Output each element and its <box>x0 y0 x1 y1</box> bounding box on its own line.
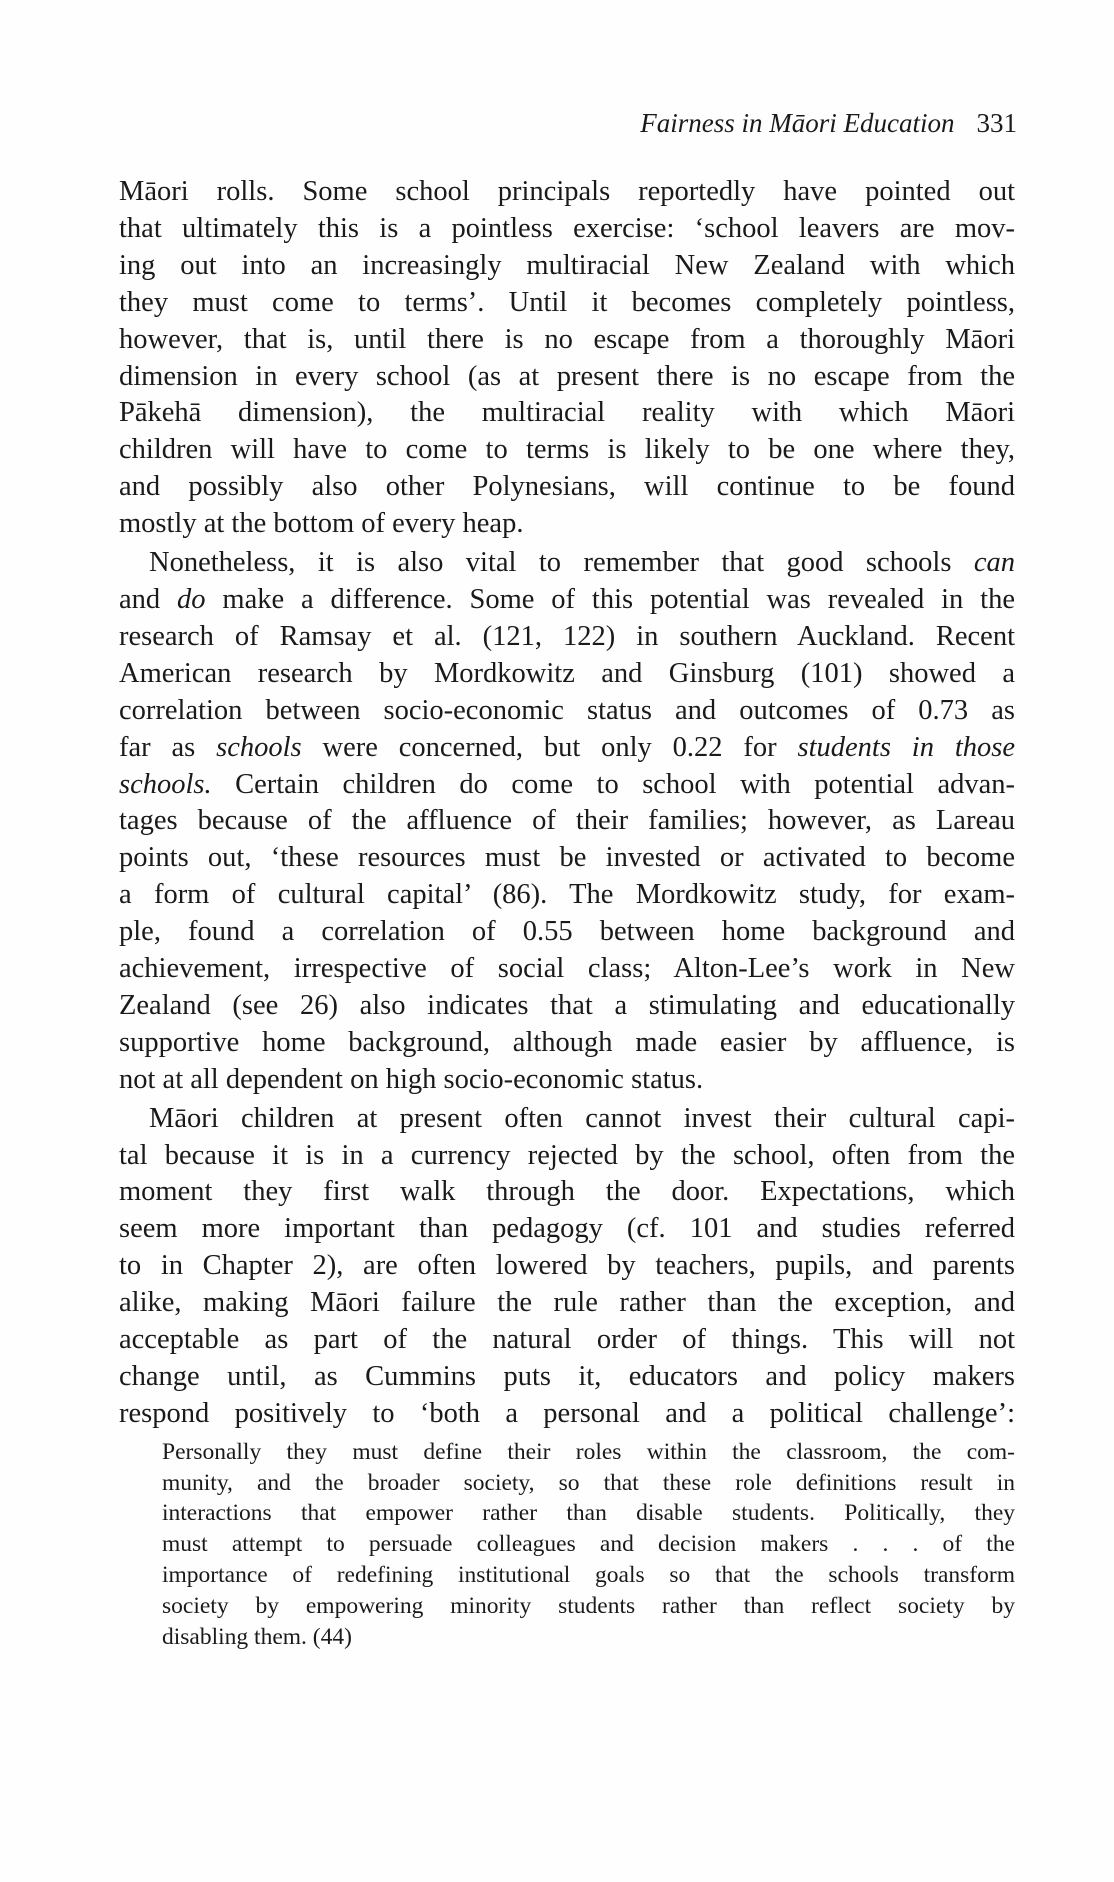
text-line: seem more important than pedagogy (cf. 101 and studies referred <box>119 1213 1015 1245</box>
text-line: American research by Mordkowitz and Ginsburg (101) showed a <box>119 657 1015 689</box>
text-line: children will have to come to terms is likely to be one where they, <box>119 434 1015 466</box>
body-text <box>119 174 1015 1652</box>
text-line: not at all dependent on high socio-economic status. <box>119 1063 704 1095</box>
quote-line: disabling them. (44) <box>162 1623 352 1650</box>
text-line: tal because it is in a currency rejected by the school, often from the <box>119 1139 1015 1171</box>
text-line: Māori children at present often cannot invest their cultural capi- <box>149 1102 1015 1134</box>
quote-line: interactions that empower rather than disable students. Politically, they <box>162 1500 1015 1527</box>
text-line: they must come to terms’. Until it becomes completely pointless, <box>119 286 1015 318</box>
text-line: ple, found a correlation of 0.55 between home background and <box>119 916 1015 948</box>
text-line: alike, making Māori failure the rule rather than the exception, and <box>119 1287 1015 1319</box>
text-line: and do make a difference. Some of this potential was revealed in the <box>119 583 1015 615</box>
text-line: tages because of the affluence of their families; however, as Lareau <box>119 805 1015 837</box>
text-line: acceptable as part of the natural order of things. This will not <box>119 1324 1015 1356</box>
paragraph <box>119 1101 1015 1433</box>
quote-line: Personally they must define their roles within the classroom, the com- <box>162 1438 1015 1465</box>
quote-line: importance of redefining institutional goals so that the schools transform <box>162 1562 1015 1588</box>
text-line: Nonetheless, it is also vital to remember that good schools can <box>149 547 1015 579</box>
text-line: dimension in every school (as at present there is no escape from the <box>119 360 1015 392</box>
text-line: and possibly also other Polynesians, will continue to be found <box>119 471 1015 503</box>
italic-emphasis: schools. <box>119 768 212 800</box>
italic-emphasis: do <box>177 583 206 615</box>
block-quote <box>162 1437 1015 1653</box>
quote-line: must attempt to persuade colleagues and decision makers . . . of the <box>162 1531 1015 1558</box>
text-line: far as schools were concerned, but only 0.22 for students in those <box>119 731 1016 763</box>
quote-line: society by empowering minority students rather than reflect society by <box>162 1592 1015 1619</box>
text-line: however, that is, until there is no escape from a thoroughly Māori <box>119 323 1015 355</box>
page-number: 331 <box>976 108 1017 138</box>
text-line: respond positively to ‘both a personal and a political challenge’: <box>119 1397 1015 1429</box>
text-line: achievement, irrespective of social class; Alton-Lee’s work in New <box>119 953 1015 985</box>
text-line: Zealand (see 26) also indicates that a stimulating and educationally <box>119 989 1015 1021</box>
quote-line: munity, and the broader society, so that these role definitions result in <box>162 1469 1015 1496</box>
text-line: correlation between socio-economic status and outcomes of 0.73 as <box>119 694 1015 726</box>
text-line: mostly at the bottom of every heap. <box>119 508 524 540</box>
text-line: moment they first walk through the door. Expectations, which <box>119 1176 1015 1208</box>
paragraph <box>119 174 1015 543</box>
text-line: ing out into an increasingly multiracial New Zealand with which <box>119 249 1015 281</box>
text-line: a form of cultural capital’ (86). The Mordkowitz study, for exam- <box>119 879 1015 911</box>
text-line: points out, ‘these resources must be invested or activated to become <box>119 842 1015 874</box>
text-line: change until, as Cummins puts it, educators and policy makers <box>119 1361 1015 1392</box>
italic-emphasis: can <box>973 547 1015 579</box>
text-line: schools. Certain children do come to school with potential advan- <box>119 768 1015 800</box>
text-line: that ultimately this is a pointless exercise: ‘school leavers are mov- <box>119 212 1015 244</box>
running-head-title: Fairness in Māori Education <box>640 108 955 138</box>
text-line: Māori rolls. Some school principals reportedly have pointed out <box>119 176 1015 207</box>
italic-emphasis: schools <box>216 731 302 763</box>
paragraph <box>119 545 1015 1099</box>
text-line: supportive home background, although made easier by affluence, is <box>119 1026 1015 1058</box>
running-head <box>112 106 1017 140</box>
text-line: to in Chapter 2), are often lowered by teachers, pupils, and parents <box>119 1250 1015 1282</box>
text-line: research of Ramsay et al. (121, 122) in southern Auckland. Recent <box>119 620 1015 652</box>
text-line: Pākehā dimension), the multiracial reality with which Māori <box>119 397 1015 429</box>
italic-emphasis: students in those <box>797 731 1016 763</box>
